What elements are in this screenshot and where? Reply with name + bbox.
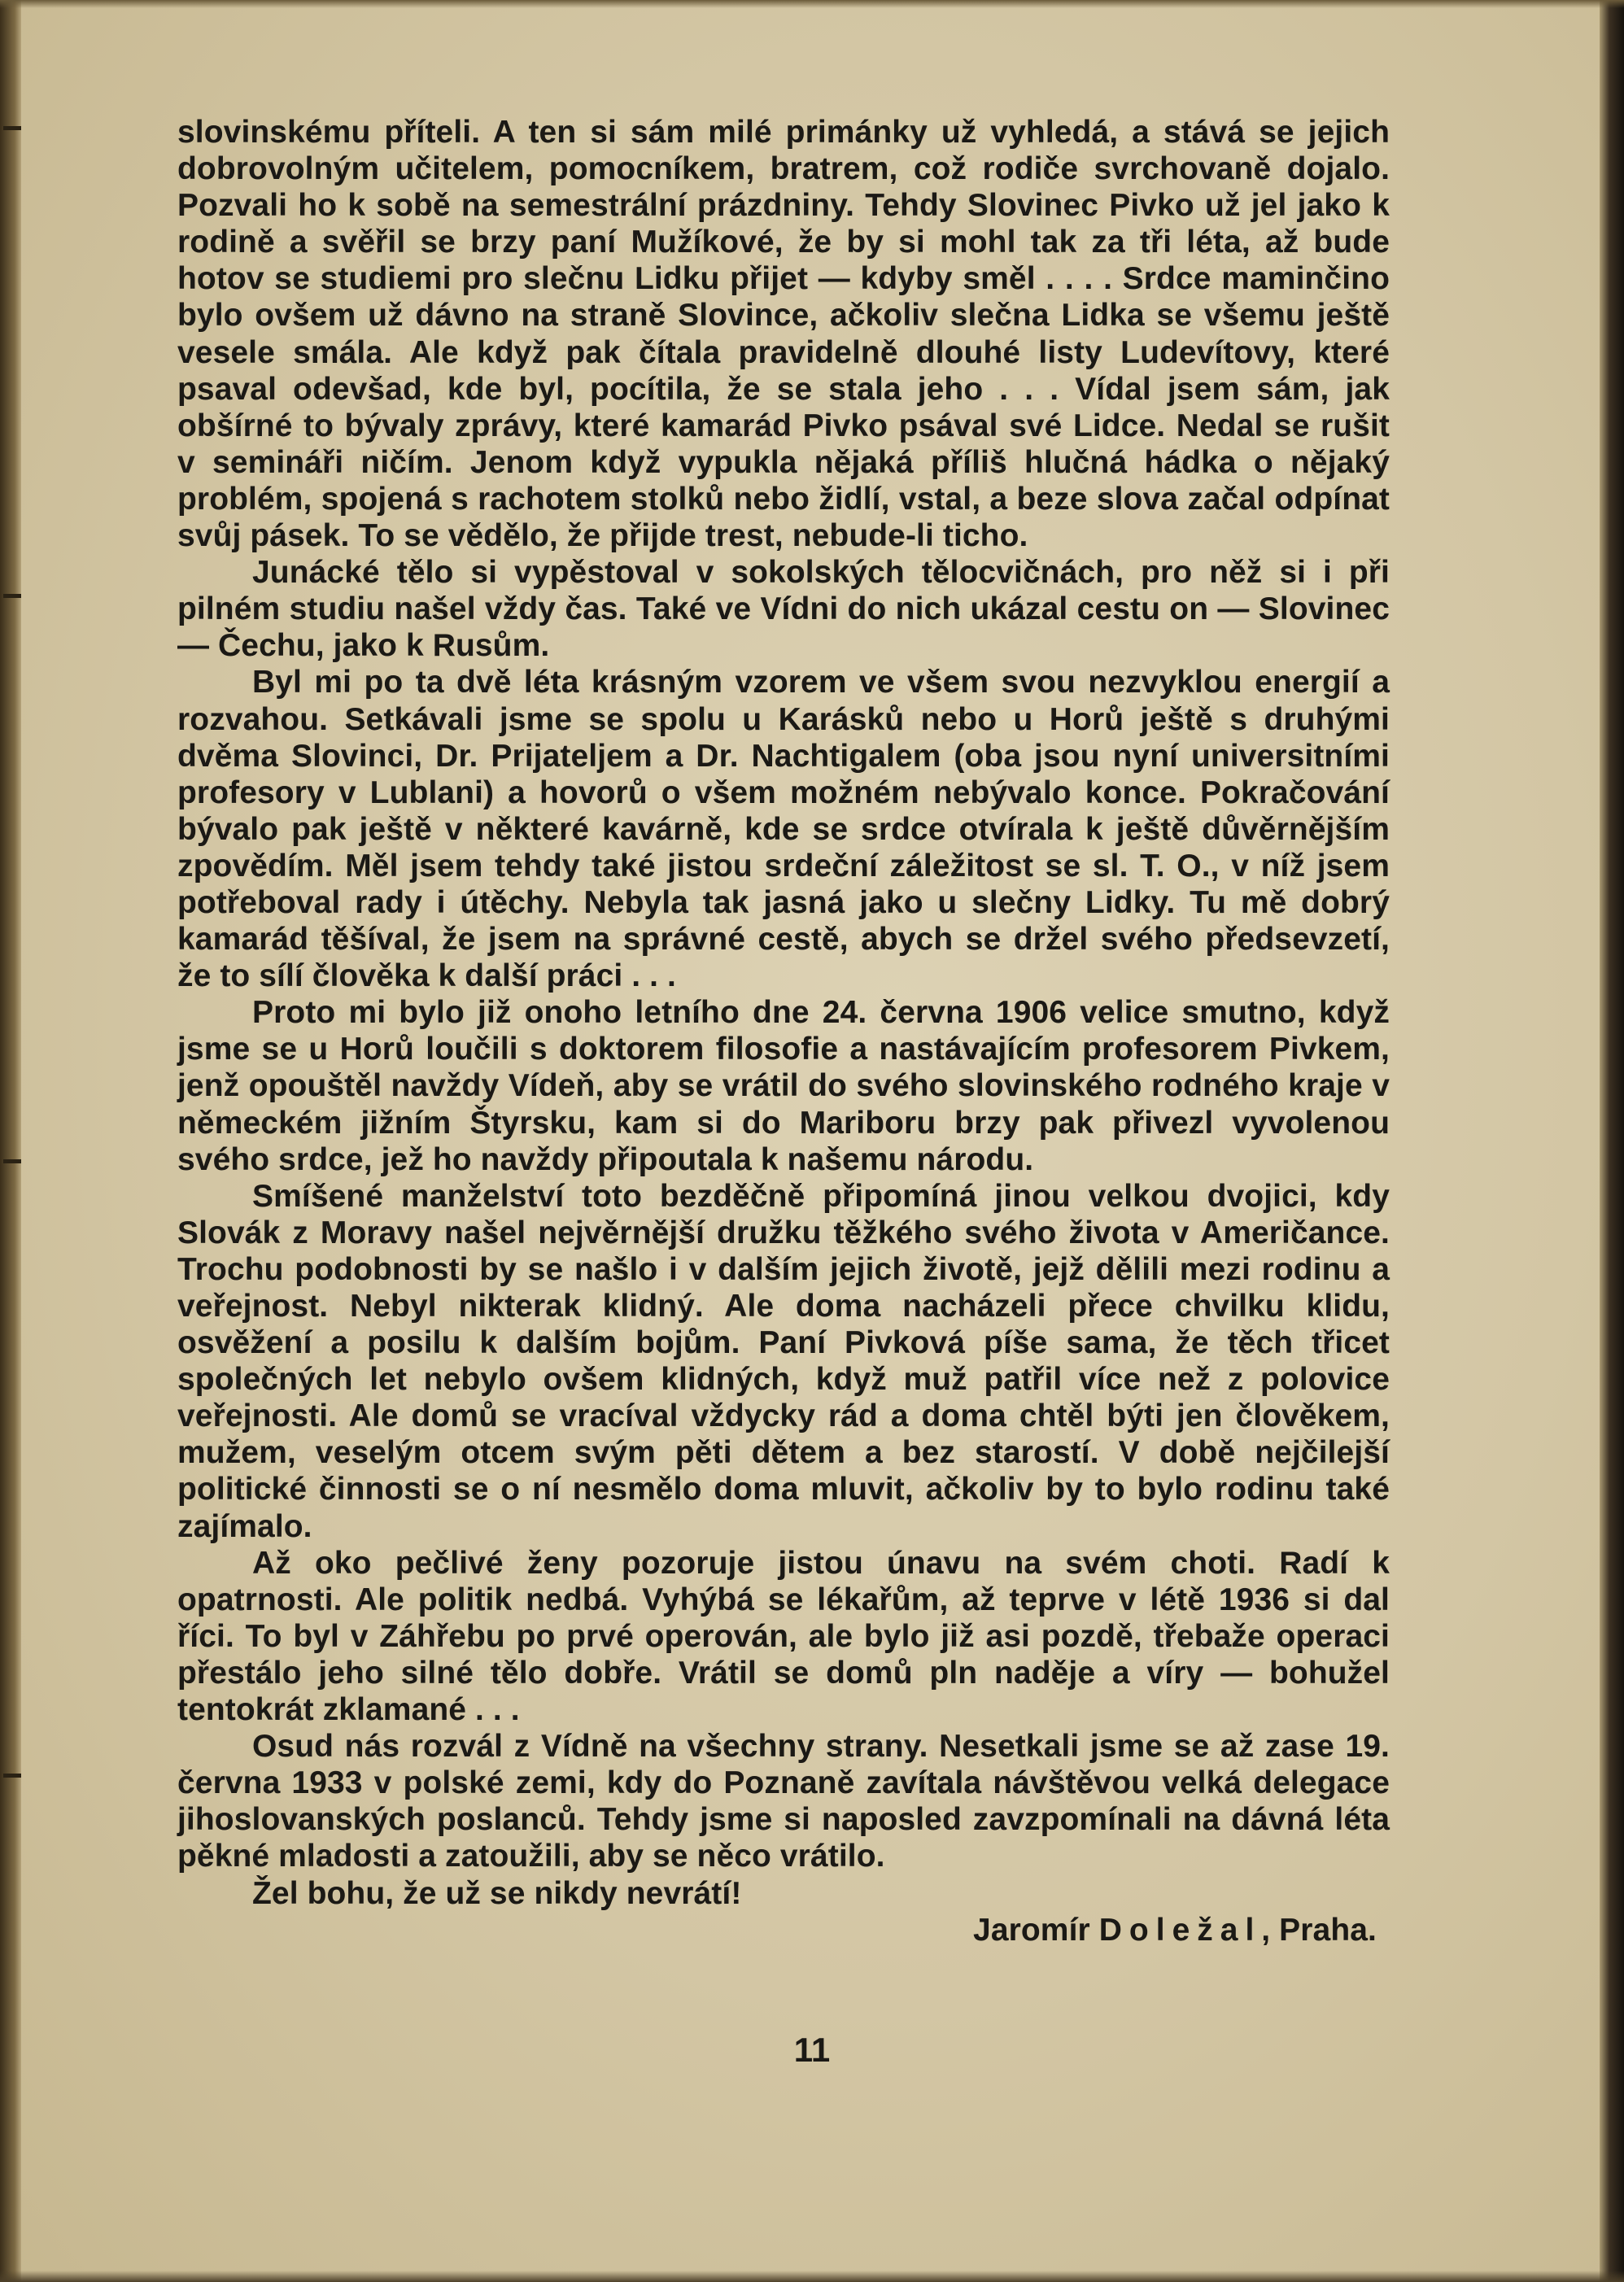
binding-thread-mark <box>3 594 21 598</box>
paragraph: Byl mi po ta dvě léta krásným vzorem ve všem svou nezvyklou energií a rozvahou. Setkávali jsme se spolu u Karásků nebo u Horů ještě s druhými dvěma Slovinci, Dr. Prijateljem a Dr. Nachtigalem (oba jsou nyní universitními profesory v Lublani) a hovorů o všem možném nebývalo konce. Pokračování bývalo pak ještě v některé kavárně, kde se srdce otvírala k ještě důvěrnějším zpovědím. Měl jsem tehdy také jistou srdeční záležitost se sl. T. O., v níž jsem potřeboval rady i útěchy. Nebyla tak jasná jako u slečny Lidky. Tu mě dobrý kamarád těšíval, že jsem na správné cestě, abych se držel svého předsevzetí, že to sílí člověka k další práci . . . <box>177 665 1390 994</box>
binding-thread-mark <box>3 126 21 130</box>
paragraph: Žel bohu, že už se nikdy nevrátí! <box>252 1875 742 1911</box>
binding-thread-mark <box>3 1774 21 1778</box>
author-name <box>973 1913 1261 1948</box>
paragraph: Junácké tělo si vypěstoval v sokolských tělocvičnách, pro něž si i při pilném studiu našel vždy čas. Také ve Vídni do nich ukázal cestu on — Slovinec — Čechu, jako k Rusům. <box>177 555 1390 664</box>
paragraph: Proto mi bylo již onoho letního dne 24. června 1906 velice smutno, když jsme se u Horů loučili s doktorem filosofie a nastávajícím profesorem Pivkem, jenž opouštěl navždy Vídeň, aby se vrátil do svého slovinského rodného kraje v německém jižním Štyrsku, kam si do Mariboru brzy pak přivezl vyvolenou svého srdce, jež ho navždy připoutala k našemu národu. <box>177 995 1390 1177</box>
page-right-edge <box>1600 0 1624 2282</box>
author-place: , Praha. <box>1261 1912 1377 1948</box>
author-first-name: Jaromír <box>973 1912 1090 1948</box>
paragraph: Smíšené manželství toto bezděčně připomíná jinou velkou dvojici, kdy Slovák z Moravy našel nejvěrnější družku těžkého svého života v Američance. Trochu podobnosti by se našlo i v dalším jejich životě, jejž dělili mezi rodinu a veřejnost. Nebyl nikterak klidný. Ale doma nacházeli přece chvilku klidu, osvěžení a posilu k dalším bojům. Paní Pivková píše sama, že těch třicet společných let nebylo ovšem klidných, když muž patřil více než z polovice veřejnosti. Ale domů se vracíval vždycky rád a doma chtěl býti jen člověkem, mužem, veselým otcem svým pěti dětem a bez starostí. V době nejčilejší politické činnosti se o ní nesmělo doma mluvit, ačkoliv by to bylo rodinu také zajímalo. <box>177 1178 1390 1544</box>
page-top-edge <box>0 0 1624 8</box>
page-number: 11 <box>793 2031 831 2069</box>
page-binding-edge <box>0 0 21 2282</box>
author-signature <box>177 1912 1390 1948</box>
body-text <box>177 114 1390 1948</box>
paragraph: slovinskému příteli. A ten si sám milé primánky už vyhledá, a stává se jejich dobrovolným učitelem, pomocníkem, bratrem, což rodiče svrchovaně dojalo. Pozvali ho k sobě na semestrální prázdniny. Tehdy Slovinec Pivko už jel jako k rodině a svěřil se brzy paní Mužíkové, že by si mohl tak za tři léta, až bude hotov se studiemi pro slečnu Lidku přijet — kdyby směl . . . . Srdce maminčino bylo ovšem už dávno na straně Slovince, ačkoliv slečna Lidka se všemu ještě vesele smála. Ale když pak čítala pravidelně dlouhé listy Ludevítovy, které psaval odevšad, kde byl, pocítila, že se stala jeho . . . Vídal jsem sám, jak obšírné to bývaly zprávy, které kamarád Pivko psával své Lidce. Nedal se rušit v semináři ničím. Jenom když vypukla nějaká příliš hlučná hádka o nějaký problém, spojená s rachotem stolků nebo židlí, vstal, a beze slova začal odpínat svůj pásek. To se vědělo, že přijde trest, nebude-li ticho. <box>177 115 1390 554</box>
paragraph: Až oko pečlivé ženy pozoruje jistou únavu na svém choti. Radí k opatrnosti. Ale politik nedbá. Vyhýbá se lékařům, až teprve v létě 1936 si dal říci. To byl v Záhřebu po prvé operován, ale bylo již asi pozdě, třebaže operaci přestálo jeho silné tělo dobře. Vrátil se domů pln naděje a víry — bohužel tentokrát zklamané . . . <box>177 1545 1390 1728</box>
paragraph: Osud nás rozvál z Vídně na všechny strany. Nesetkali jsme se až zase 19. června 1933 v polské zemi, kdy do Poznaně zavítala návštěvou velká delegace jihoslovanských poslanců. Tehdy jsme si naposled zavzpomínali na dávná léta pěkné mladosti a zatoužili, aby se něco vrátilo. <box>177 1729 1390 1874</box>
binding-thread-mark <box>3 1159 21 1163</box>
author-surname: Doležal <box>1098 1912 1262 1948</box>
page-bottom-edge <box>0 2271 1624 2282</box>
